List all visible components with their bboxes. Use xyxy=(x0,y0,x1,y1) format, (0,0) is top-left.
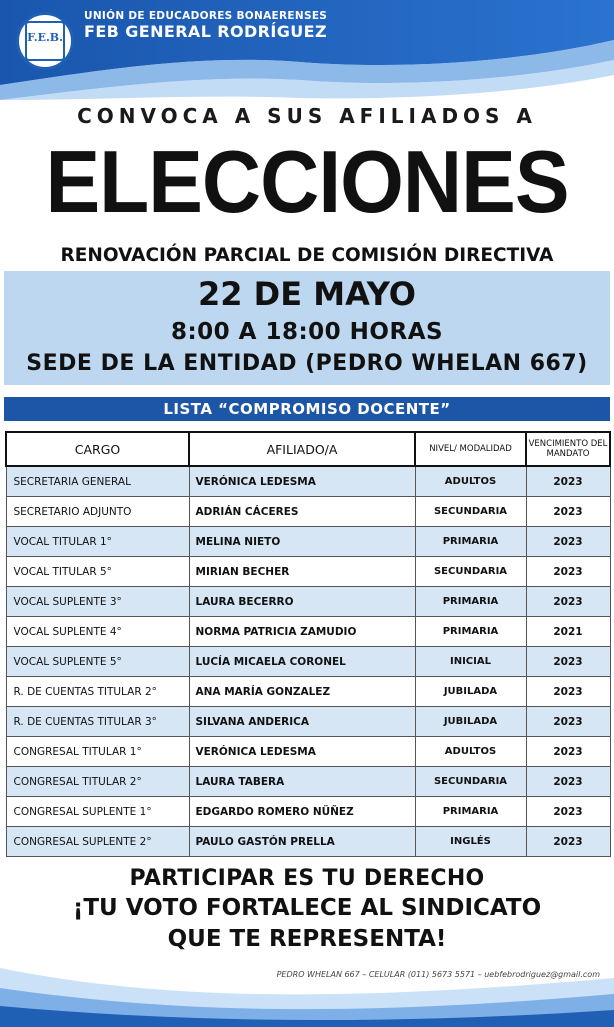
cell-vencimiento: 2023 xyxy=(526,557,610,587)
cell-nivel: PRIMARIA xyxy=(415,617,526,647)
cell-cargo: VOCAL TITULAR 5° xyxy=(6,557,189,587)
page-title: ELECCIONES xyxy=(45,133,569,232)
cell-cargo: R. DE CUENTAS TITULAR 2° xyxy=(6,677,189,707)
cell-vencimiento: 2023 xyxy=(526,466,610,497)
cell-nivel: INGLÉS xyxy=(415,827,526,857)
cell-nivel: SECUNDARIA xyxy=(415,497,526,527)
cell-nivel: SECUNDARIA xyxy=(415,557,526,587)
org-name: FEB GENERAL RODRÍGUEZ xyxy=(84,22,328,41)
header-vencimiento: VENCIMIENTO DEL MANDATO xyxy=(526,432,610,466)
table-row xyxy=(6,767,610,797)
contact-info: PEDRO WHELAN 667 – CELULAR (011) 5673 5571 – uebfebrodriguez@gmail.com xyxy=(276,970,600,979)
cell-afiliado: MELINA NIETO xyxy=(189,527,415,557)
cell-afiliado: MIRIAN BECHER xyxy=(189,557,415,587)
cell-vencimiento: 2023 xyxy=(526,587,610,617)
cell-nivel: PRIMARIA xyxy=(415,587,526,617)
candidates-table xyxy=(5,431,611,857)
cell-vencimiento: 2023 xyxy=(526,647,610,677)
table-row xyxy=(6,466,610,497)
event-place: SEDE DE LA ENTIDAD (PEDRO WHELAN 667) xyxy=(26,351,588,376)
event-hours: 8:00 A 18:00 HORAS xyxy=(170,319,444,345)
cell-vencimiento: 2023 xyxy=(526,527,610,557)
cell-vencimiento: 2023 xyxy=(526,737,610,767)
cell-afiliado: LAURA TABERA xyxy=(189,767,415,797)
cell-afiliado: VERÓNICA LEDESMA xyxy=(189,737,415,767)
table-row xyxy=(6,617,610,647)
logo-text: F.E.B. xyxy=(27,31,63,44)
cell-vencimiento: 2021 xyxy=(526,617,610,647)
cell-nivel: PRIMARIA xyxy=(415,527,526,557)
cell-afiliado: LUCÍA MICAELA CORONEL xyxy=(189,647,415,677)
cell-afiliado: ADRIÁN CÁCERES xyxy=(189,497,415,527)
cell-cargo: SECRETARIO ADJUNTO xyxy=(6,497,189,527)
cell-vencimiento: 2023 xyxy=(526,827,610,857)
table-row xyxy=(6,587,610,617)
cell-afiliado: SILVANA ANDERICA xyxy=(189,707,415,737)
table-header-row xyxy=(6,432,610,466)
table-row xyxy=(6,827,610,857)
cell-afiliado: EDGARDO ROMERO NÜÑEZ xyxy=(189,797,415,827)
cell-vencimiento: 2023 xyxy=(526,677,610,707)
slogan-line-2: ¡TU VOTO FORTALECE AL SINDICATO xyxy=(72,895,542,921)
header-cargo: CARGO xyxy=(6,432,189,466)
cell-cargo: VOCAL SUPLENTE 5° xyxy=(6,647,189,677)
cell-nivel: JUBILADA xyxy=(415,677,526,707)
org-federation: UNIÓN DE EDUCADORES BONAERENSES xyxy=(84,10,328,22)
cell-afiliado: ANA MARÍA GONZALEZ xyxy=(189,677,415,707)
cell-cargo: R. DE CUENTAS TITULAR 3° xyxy=(6,707,189,737)
slogan-line-1: PARTICIPAR ES TU DERECHO xyxy=(129,866,485,891)
table-row xyxy=(6,497,610,527)
feb-logo xyxy=(16,12,74,70)
table-row xyxy=(6,527,610,557)
slogan-line-3: QUE TE REPRESENTA! xyxy=(167,926,447,952)
cell-afiliado: LAURA BECERRO xyxy=(189,587,415,617)
subtitle: RENOVACIÓN PARCIAL DE COMISIÓN DIRECTIVA xyxy=(60,245,554,266)
cell-cargo: VOCAL TITULAR 1° xyxy=(6,527,189,557)
cell-afiliado: VERÓNICA LEDESMA xyxy=(189,466,415,497)
table-row xyxy=(6,797,610,827)
header-afiliado: AFILIADO/A xyxy=(189,432,415,466)
footer-wave-graphic xyxy=(0,958,614,1027)
cell-nivel: JUBILADA xyxy=(415,707,526,737)
cell-afiliado: PAULO GASTÓN PRELLA xyxy=(189,827,415,857)
table-row xyxy=(6,647,610,677)
cell-cargo: CONGRESAL SUPLENTE 1° xyxy=(6,797,189,827)
list-name-bar: LISTA “COMPROMISO DOCENTE” xyxy=(4,397,610,421)
cell-vencimiento: 2023 xyxy=(526,497,610,527)
cell-nivel: ADULTOS xyxy=(415,466,526,497)
table-row xyxy=(6,707,610,737)
cell-nivel: SECUNDARIA xyxy=(415,767,526,797)
cell-cargo: CONGRESAL TITULAR 1° xyxy=(6,737,189,767)
event-date: 22 DE MAYO xyxy=(197,275,416,313)
footer-banner xyxy=(0,958,614,1027)
cell-nivel: PRIMARIA xyxy=(415,797,526,827)
cell-cargo: CONGRESAL TITULAR 2° xyxy=(6,767,189,797)
event-info-box xyxy=(4,271,610,385)
table-row xyxy=(6,677,610,707)
cell-vencimiento: 2023 xyxy=(526,797,610,827)
table-row xyxy=(6,557,610,587)
cell-afiliado: NORMA PATRICIA ZAMUDIO xyxy=(189,617,415,647)
cell-cargo: VOCAL SUPLENTE 3° xyxy=(6,587,189,617)
cell-cargo: VOCAL SUPLENTE 4° xyxy=(6,617,189,647)
cell-cargo: CONGRESAL SUPLENTE 2° xyxy=(6,827,189,857)
table-row xyxy=(6,737,610,767)
header-nivel: NIVEL/ MODALIDAD xyxy=(415,432,526,466)
convoca-text: CONVOCA A SUS AFILIADOS A xyxy=(77,104,537,128)
cell-nivel: ADULTOS xyxy=(415,737,526,767)
logo-frame xyxy=(25,21,65,61)
cell-nivel: INICIAL xyxy=(415,647,526,677)
cell-vencimiento: 2023 xyxy=(526,707,610,737)
cell-cargo: SECRETARIA GENERAL xyxy=(6,466,189,497)
header-banner xyxy=(0,0,614,100)
cell-vencimiento: 2023 xyxy=(526,767,610,797)
